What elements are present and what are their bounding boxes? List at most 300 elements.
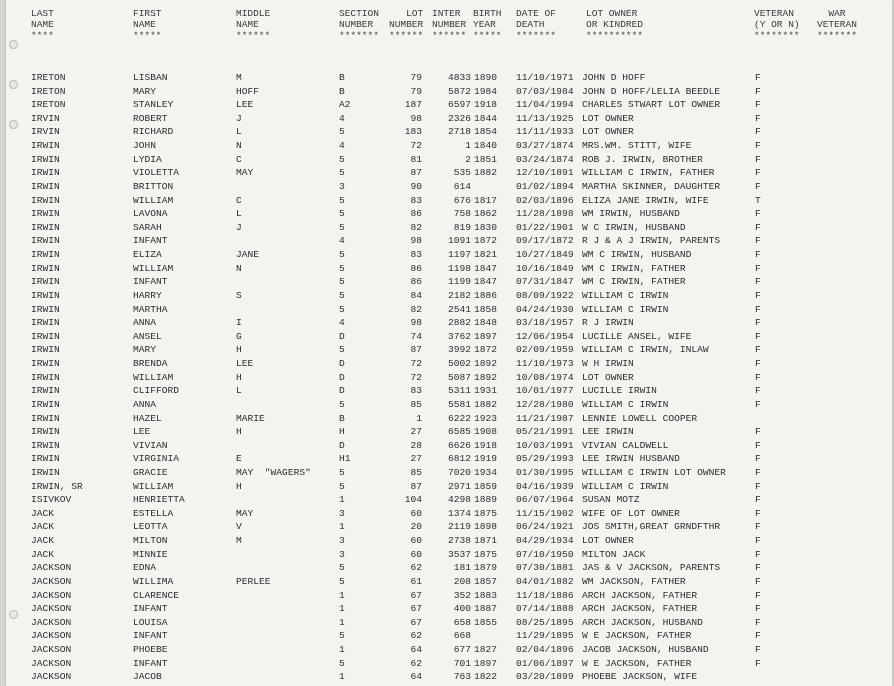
date-of-death-cell: 10/08/1974 [516,371,574,383]
inter-number-cell: 352 [453,589,471,601]
last-name-cell: IRWIN [31,398,60,410]
inter-number-cell: 4833 [447,72,471,83]
lot-number-cell: 82 [410,221,422,233]
section-number-cell: 4 [339,235,345,247]
lot-number-cell: 67 [410,589,422,601]
inter-number-cell: 6597 [447,99,471,111]
last-name-cell: IRWIN [31,385,60,397]
table-row [6,276,892,290]
lot-owner-cell: R J IRWIN [582,317,634,329]
first-name-cell: MILTON [133,535,168,547]
birth-year-cell: 1857 [474,575,498,587]
section-number-cell: H [339,426,345,438]
last-name-cell: JACKSON [31,575,72,587]
inter-number-cell: 4298 [447,494,471,506]
birth-year-cell: 1844 [474,112,498,124]
date-of-death-cell: 11/10/1973 [516,358,574,370]
last-name-cell: JACK [31,507,55,519]
lot-owner-cell: WILLIAM C IRWIN, FATHER [582,167,715,179]
inter-number-cell: 2718 [447,126,471,138]
birth-year-cell: 1883 [474,589,498,601]
birth-year-cell: 1919 [474,453,498,465]
section-number-cell: 5 [339,562,345,574]
lot-number-cell: 187 [404,99,422,111]
table-row [6,249,892,263]
table-row [6,358,892,372]
date-of-death-cell: 11/04/1994 [516,99,574,111]
table-row [6,576,892,590]
middle-name-cell: LEE [236,358,254,370]
lot-owner-cell: LENNIE LOWELL COOPER [582,412,698,424]
birth-year-cell: 1858 [474,303,498,315]
lot-number-cell: 98 [410,317,422,329]
section-number-cell: D [339,371,345,383]
lot-owner-cell: JOS SMITH,GREAT GRNDFTHR [582,521,721,533]
date-of-death-cell: 03/27/1874 [516,140,574,152]
birth-year-cell: 1830 [474,221,498,233]
date-of-death-cell: 12/28/1980 [516,398,574,410]
header-first-name: FIRST NAME ***** [133,8,162,41]
lot-owner-cell: LEE IRWIN [582,426,634,438]
lot-owner-cell: MILTON JACK [582,548,646,560]
section-number-cell: 5 [339,630,345,642]
lot-owner-cell: ROB J. IRWIN, BROTHER [582,153,703,165]
inter-number-cell: 2541 [447,303,471,315]
lot-owner-cell: WILLIAM C IRWIN LOT OWNER [582,466,726,478]
last-name-cell: IRWIN [31,140,60,152]
inter-number-cell: 614 [453,180,471,192]
date-of-death-cell: 11/11/1933 [516,126,574,138]
date-of-death-cell: 02/09/1959 [516,344,574,356]
lot-owner-cell: LOT OWNER [582,112,634,124]
header-section-number: SECTION NUMBER ******* [339,8,379,41]
lot-number-cell: 83 [410,194,422,206]
table-row [6,99,892,113]
birth-year-cell: 1892 [474,358,498,370]
date-of-death-cell: 07/03/1984 [516,85,574,97]
table-row [6,222,892,236]
inter-number-cell: 5581 [447,398,471,410]
lot-number-cell: 67 [410,616,422,628]
last-name-cell: IRWIN [31,289,60,301]
date-of-death-cell: 12/10/1891 [516,167,574,179]
birth-year-cell: 1872 [474,235,498,247]
lot-number-cell: 60 [410,507,422,519]
veteran-flag-cell: F [755,72,761,83]
lot-number-cell: 86 [410,276,422,288]
document-page [6,0,892,686]
veteran-flag-cell: F [755,180,761,192]
section-number-cell: 5 [339,466,345,478]
section-number-cell: 5 [339,249,345,261]
veteran-flag-cell: F [755,466,761,478]
veteran-flag-cell: F [755,208,761,220]
first-name-cell: LEE [133,426,151,438]
birth-year-cell: 1854 [474,126,498,138]
table-row [6,671,892,685]
inter-number-cell: 6626 [447,439,471,451]
date-of-death-cell: 03/24/1874 [516,153,574,165]
veteran-flag-cell: F [755,562,761,574]
lot-number-cell: 1 [416,412,422,424]
veteran-flag-cell: F [755,112,761,124]
lot-owner-cell: WILLIAM C IRWIN [582,303,669,315]
date-of-death-cell: 11/18/1886 [516,589,574,601]
table-row [6,317,892,331]
birth-year-cell: 1886 [474,289,498,301]
birth-year-cell: 1817 [474,194,498,206]
middle-name-cell: J [236,112,242,124]
header-lot-owner: LOT OWNER OR KINDRED ********** [586,8,644,41]
last-name-cell: IRWIN [31,439,60,451]
table-row [6,344,892,358]
middle-name-cell: MAY [236,507,254,519]
veteran-flag-cell: F [755,221,761,233]
middle-name-cell: C [236,194,242,206]
lot-owner-cell: WM JACKSON, FATHER [582,575,686,587]
first-name-cell: VIOLETTA [133,167,180,179]
table-row [6,535,892,549]
first-name-cell: EDNA [133,562,157,574]
first-name-cell: WILLIAM [133,480,174,492]
date-of-death-cell: 12/06/1954 [516,330,574,342]
last-name-cell: IRWIN [31,262,60,274]
middle-name-cell: JANE [236,249,260,261]
inter-number-cell: 535 [453,167,471,179]
last-name-cell: IRWIN [31,194,60,206]
last-name-cell: IRWIN [31,412,60,424]
section-number-cell: 5 [339,221,345,233]
inter-number-cell: 1198 [447,262,471,274]
birth-year-cell: 1898 [474,521,498,533]
middle-name-cell: V [236,521,242,533]
lot-owner-cell: W C IRWIN, HUSBAND [582,221,686,233]
last-name-cell: IRWIN [31,330,60,342]
section-number-cell: 4 [339,317,345,329]
inter-number-cell: 181 [453,562,471,574]
table-row [6,562,892,576]
lot-owner-cell: VIVIAN CALDWELL [582,439,669,451]
middle-name-cell: HOFF [236,85,260,97]
veteran-flag-cell: F [755,507,761,519]
lot-number-cell: 64 [410,644,422,656]
section-number-cell: 5 [339,262,345,274]
first-name-cell: ELIZA [133,249,162,261]
lot-number-cell: 86 [410,208,422,220]
first-name-cell: PHOEBE [133,644,168,656]
section-number-cell: 3 [339,180,345,192]
inter-number-cell: 677 [453,644,471,656]
last-name-cell: IRWIN [31,235,60,247]
first-name-cell: ESTELLA [133,507,174,519]
last-name-cell: IRWIN [31,303,60,315]
veteran-flag-cell: F [755,548,761,560]
lot-number-cell: 85 [410,398,422,410]
birth-year-cell: 1931 [474,385,498,397]
first-name-cell: WILLIAM [133,371,174,383]
section-number-cell: 1 [339,494,345,506]
lot-number-cell: 85 [410,466,422,478]
section-number-cell: 5 [339,153,345,165]
veteran-flag-cell: F [755,126,761,138]
inter-number-cell: 2119 [447,521,471,533]
lot-owner-cell: LOT OWNER [582,126,634,138]
veteran-flag-cell: F [755,330,761,342]
middle-name-cell: PERLEE [236,575,271,587]
middle-name-cell: MAY [236,167,254,179]
last-name-cell: IRWIN [31,249,60,261]
inter-number-cell: 1 [465,140,471,152]
inter-number-cell: 2182 [447,289,471,301]
first-name-cell: INFANT [133,657,168,669]
veteran-flag-cell: F [755,603,761,615]
first-name-cell: JOHN [133,140,157,152]
first-name-cell: VIRGINIA [133,453,180,465]
table-row [6,72,892,86]
date-of-death-cell: 06/24/1921 [516,521,574,533]
inter-number-cell: 1374 [447,507,471,519]
table-row [6,263,892,277]
lot-number-cell: 98 [410,112,422,124]
last-name-cell: JACKSON [31,657,72,669]
first-name-cell: MARTHA [133,303,168,315]
inter-number-cell: 5002 [447,358,471,370]
first-name-cell: MINNIE [133,548,168,560]
last-name-cell: JACK [31,548,55,560]
first-name-cell: INFANT [133,630,168,642]
inter-number-cell: 2738 [447,535,471,547]
section-number-cell: B [339,72,345,83]
date-of-death-cell: 11/10/1971 [516,72,574,83]
table-row [6,304,892,318]
birth-year-cell: 1827 [474,644,498,656]
veteran-flag-cell: T [755,194,761,206]
date-of-death-cell: 11/15/1902 [516,507,574,519]
date-of-death-cell: 05/21/1991 [516,426,574,438]
table-row [6,467,892,481]
veteran-flag-cell: F [755,99,761,111]
last-name-cell: IRETON [31,72,66,83]
lot-number-cell: 183 [404,126,422,138]
first-name-cell: BRITTON [133,180,174,192]
table-row [6,385,892,399]
section-number-cell: 1 [339,616,345,628]
lot-owner-cell: CHARLES STWART LOT OWNER [582,99,721,111]
date-of-death-cell: 02/03/1896 [516,194,574,206]
veteran-flag-cell: F [755,153,761,165]
lot-owner-cell: SUSAN MOTZ [582,494,640,506]
section-number-cell: 5 [339,398,345,410]
section-number-cell: 5 [339,276,345,288]
birth-year-cell: 1890 [474,72,498,83]
inter-number-cell: 3762 [447,330,471,342]
lot-owner-cell: WILLIAM C IRWIN, INLAW [582,344,709,356]
last-name-cell: IRVIN [31,112,60,124]
lot-number-cell: 83 [410,249,422,261]
section-number-cell: 5 [339,344,345,356]
last-name-cell: IRETON [31,85,66,97]
inter-number-cell: 668 [453,630,471,642]
last-name-cell: JACKSON [31,589,72,601]
veteran-flag-cell: F [755,575,761,587]
lot-number-cell: 62 [410,562,422,574]
lot-number-cell: 87 [410,167,422,179]
date-of-death-cell: 02/04/1896 [516,644,574,656]
table-row [6,154,892,168]
section-number-cell: 4 [339,140,345,152]
first-name-cell: MARY [133,85,157,97]
veteran-flag-cell: F [755,644,761,656]
last-name-cell: JACK [31,521,55,533]
lot-number-cell: 83 [410,385,422,397]
last-name-cell: IRWIN [31,180,60,192]
lot-number-cell: 84 [410,289,422,301]
first-name-cell: HENRIETTA [133,494,185,506]
last-name-cell: JACKSON [31,603,72,615]
lot-number-cell: 60 [410,535,422,547]
first-name-cell: JACOB [133,671,162,683]
last-name-cell: IRWIN [31,153,60,165]
section-number-cell: 1 [339,603,345,615]
header-inter-number: INTER NUMBER ****** [432,8,467,41]
veteran-flag-cell: F [755,385,761,397]
middle-name-cell: MARIE [236,412,265,424]
first-name-cell: STANLEY [133,99,174,111]
lot-owner-cell: MRS.WM. STITT, WIFE [582,140,692,152]
lot-number-cell: 20 [410,521,422,533]
table-row [6,331,892,345]
middle-name-cell: J [236,221,242,233]
inter-number-cell: 758 [453,208,471,220]
lot-number-cell: 74 [410,330,422,342]
last-name-cell: ISIVKOV [31,494,72,506]
first-name-cell: LEOTTA [133,521,168,533]
date-of-death-cell: 07/10/1950 [516,548,574,560]
first-name-cell: WILLIMA [133,575,174,587]
lot-owner-cell: JOHN D HOFF [582,72,646,83]
date-of-death-cell: 01/06/1897 [516,657,574,669]
date-of-death-cell: 08/25/1895 [516,616,574,628]
first-name-cell: LOUISA [133,616,168,628]
lot-owner-cell: LUCILLE ANSEL, WIFE [582,330,692,342]
lot-number-cell: 27 [410,453,422,465]
middle-name-cell: M [236,72,242,83]
inter-number-cell: 1197 [447,249,471,261]
table-row [6,644,892,658]
birth-year-cell: 1923 [474,412,498,424]
veteran-flag-cell: F [755,303,761,315]
lot-owner-cell: WM C IRWIN, FATHER [582,276,686,288]
birth-year-cell: 1875 [474,507,498,519]
section-number-cell: D [339,439,345,451]
middle-name-cell: H [236,480,242,492]
middle-name-cell: G [236,330,242,342]
birth-year-cell: 1892 [474,371,498,383]
table-row [6,413,892,427]
date-of-death-cell: 01/22/1901 [516,221,574,233]
first-name-cell: GRACIE [133,466,168,478]
lot-owner-cell: JAS & V JACKSON, PARENTS [582,562,721,574]
date-of-death-cell: 04/29/1934 [516,535,574,547]
lot-number-cell: 27 [410,426,422,438]
lot-owner-cell: R J & A J IRWIN, PARENTS [582,235,721,247]
section-number-cell: D [339,358,345,370]
date-of-death-cell: 11/28/1898 [516,208,574,220]
table-row [6,426,892,440]
date-of-death-cell: 11/21/1987 [516,412,574,424]
inter-number-cell: 6222 [447,412,471,424]
lot-number-cell: 104 [404,494,422,506]
lot-owner-cell: ELIZA JANE IRWIN, WIFE [582,194,709,206]
date-of-death-cell: 05/29/1993 [516,453,574,465]
inter-number-cell: 819 [453,221,471,233]
first-name-cell: INFANT [133,603,168,615]
first-name-cell: CLIFFORD [133,385,180,397]
section-number-cell: 1 [339,671,345,683]
first-name-cell: ANNA [133,317,157,329]
section-number-cell: 1 [339,589,345,601]
first-name-cell: MARY [133,344,157,356]
lot-number-cell: 60 [410,548,422,560]
lot-owner-cell: LOT OWNER [582,535,634,547]
birth-year-cell: 1879 [474,562,498,574]
first-name-cell: LAVONA [133,208,168,220]
birth-year-cell: 1918 [474,99,498,111]
table-row [6,399,892,413]
date-of-death-cell: 07/30/1881 [516,562,574,574]
date-of-death-cell: 07/14/1888 [516,603,574,615]
veteran-flag-cell: F [755,249,761,261]
first-name-cell: HARRY [133,289,162,301]
middle-name-cell: I [236,317,242,329]
table-row [6,126,892,140]
veteran-flag-cell: F [755,276,761,288]
veteran-flag-cell: F [755,317,761,329]
birth-year-cell: 1848 [474,317,498,329]
table-row [6,521,892,535]
last-name-cell: IRWIN, SR [31,480,83,492]
lot-owner-cell: LEE IRWIN HUSBAND [582,453,680,465]
date-of-death-cell: 06/07/1964 [516,494,574,506]
inter-number-cell: 5087 [447,371,471,383]
inter-number-cell: 676 [453,194,471,206]
veteran-flag-cell: F [755,657,761,669]
last-name-cell: JACKSON [31,671,72,683]
header-veteran: VETERAN (Y OR N) ******** [754,8,800,41]
birth-year-cell: 1862 [474,208,498,220]
header-birth-year: BIRTH YEAR ***** [473,8,502,41]
inter-number-cell: 701 [453,657,471,669]
lot-owner-cell: ARCH JACKSON, FATHER [582,603,698,615]
section-number-cell: 5 [339,303,345,315]
veteran-flag-cell: F [755,521,761,533]
lot-owner-cell: ARCH JACKSON, HUSBAND [582,616,703,628]
section-number-cell: 5 [339,657,345,669]
last-name-cell: JACKSON [31,562,72,574]
middle-name-cell: C [236,153,242,165]
lot-owner-cell: WM IRWIN, HUSBAND [582,208,680,220]
veteran-flag-cell: F [755,358,761,370]
date-of-death-cell: 11/29/1895 [516,630,574,642]
lot-owner-cell: WM C IRWIN, FATHER [582,262,686,274]
veteran-flag-cell: F [755,235,761,247]
date-of-death-cell: 01/02/1894 [516,180,574,192]
birth-year-cell: 1897 [474,657,498,669]
lot-owner-cell: WILLIAM C IRWIN [582,398,669,410]
first-name-cell: WILLIAM [133,262,174,274]
date-of-death-cell: 10/01/1977 [516,385,574,397]
lot-number-cell: 62 [410,630,422,642]
